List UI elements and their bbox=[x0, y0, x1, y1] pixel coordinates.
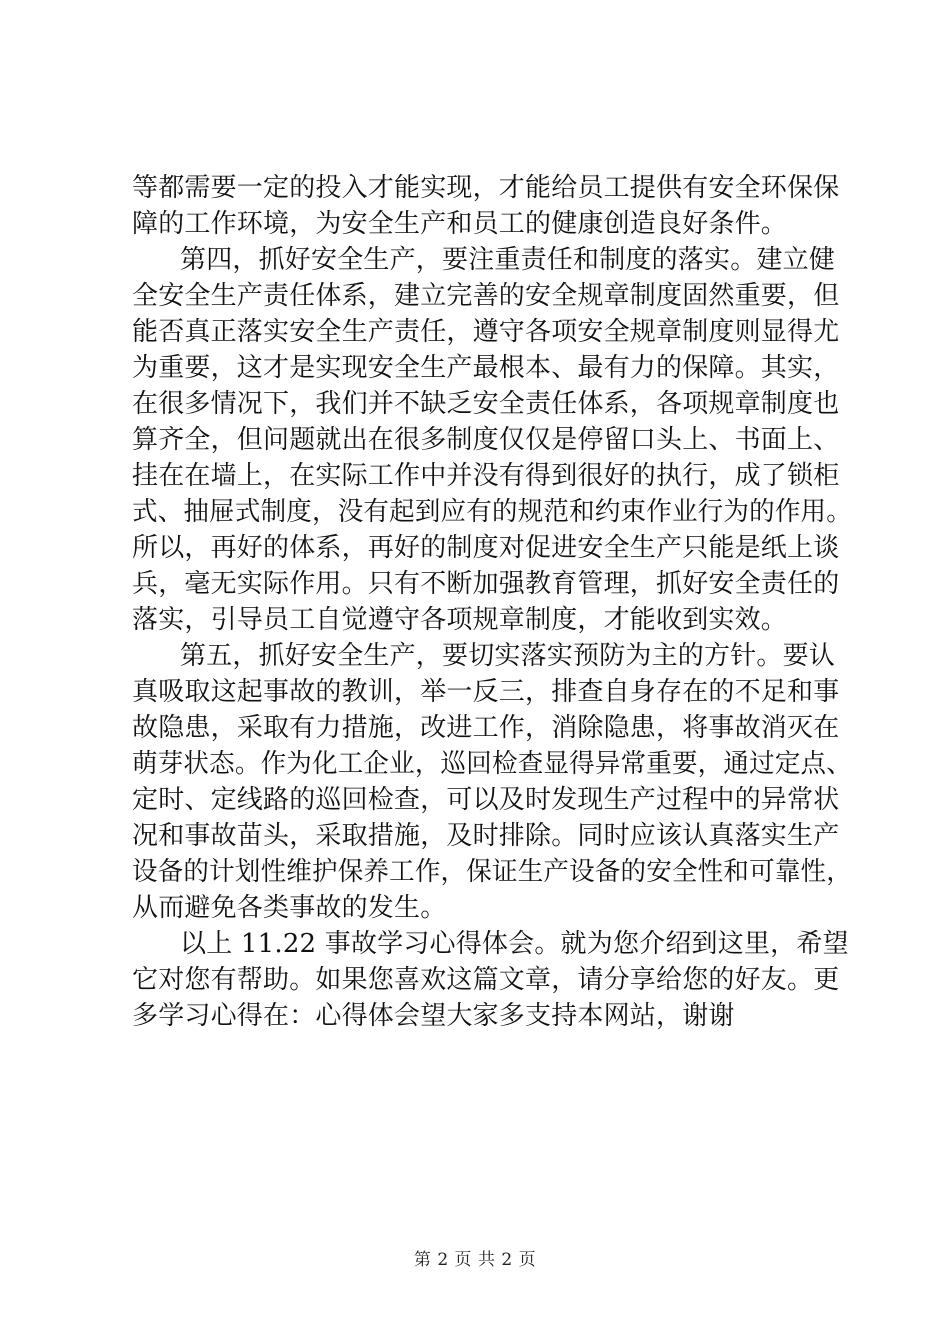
text-line: 等都需要一定的投入才能实现，才能给员工提供有安全环保保 bbox=[132, 173, 840, 203]
text-line: 能否真正落实安全生产责任，遵守各项安全规章制度则显得尤 bbox=[132, 317, 840, 347]
text-line: 落实，引导员工自觉遵守各项规章制度，才能收到实效。 bbox=[132, 605, 788, 635]
page-number-footer: 第 2 页 共 2 页 bbox=[413, 1250, 537, 1270]
paragraph-start-line: 第五，抓好安全生产，要切实落实预防为主的方针。要认 bbox=[180, 641, 836, 671]
text-line: 障的工作环境，为安全生产和员工的健康创造良好条件。 bbox=[132, 209, 788, 239]
text-line: 定时、定线路的巡回检查，可以及时发现生产过程中的异常状 bbox=[132, 785, 840, 815]
document-body bbox=[132, 170, 852, 1034]
text-line: 真吸取这起事故的教训，举一反三，排查自身存在的不足和事 bbox=[132, 677, 840, 707]
text-line: 况和事故苗头，采取措施，及时排除。同时应该认真落实生产 bbox=[132, 821, 840, 851]
text-line: 故隐患，采取有力措施，改进工作，消除隐患，将事故消灭在 bbox=[132, 713, 840, 743]
text-line: 设备的计划性维护保养工作，保证生产设备的安全性和可靠性， bbox=[132, 857, 852, 887]
text-line: 式、抽屉式制度，没有起到应有的规范和约束作业行为的作用。 bbox=[132, 497, 852, 527]
text-line: 兵，毫无实际作用。只有不断加强教育管理，抓好安全责任的 bbox=[132, 569, 840, 599]
text-line: 从而避免各类事故的发生。 bbox=[132, 893, 447, 923]
text-line: 算齐全，但问题就出在很多制度仅仅是停留口头上、书面上、 bbox=[132, 425, 840, 455]
text-line: 为重要，这才是实现安全生产最根本、最有力的保障。其实， bbox=[132, 353, 840, 383]
paragraph-start-line: 以上 11.22 事故学习心得体会。就为您介绍到这里，希望 bbox=[180, 929, 849, 959]
paragraph-start-line: 第四，抓好安全生产，要注重责任和制度的落实。建立健 bbox=[180, 245, 836, 275]
text-line: 所以，再好的体系，再好的制度对促进安全生产只能是纸上谈 bbox=[132, 533, 840, 563]
text-line: 它对您有帮助。如果您喜欢这篇文章，请分享给您的好友。更 bbox=[132, 965, 840, 995]
text-line: 在很多情况下，我们并不缺乏安全责任体系，各项规章制度也 bbox=[132, 389, 840, 419]
text-line: 挂在在墙上，在实际工作中并没有得到很好的执行，成了锁柜 bbox=[132, 461, 840, 491]
text-line: 全安全生产责任体系，建立完善的安全规章制度固然重要，但 bbox=[132, 281, 840, 311]
text-line: 多学习心得在：心得体会望大家多支持本网站，谢谢 bbox=[132, 1001, 735, 1031]
text-line: 萌芽状态。作为化工企业，巡回检查显得异常重要，通过定点、 bbox=[132, 749, 852, 779]
